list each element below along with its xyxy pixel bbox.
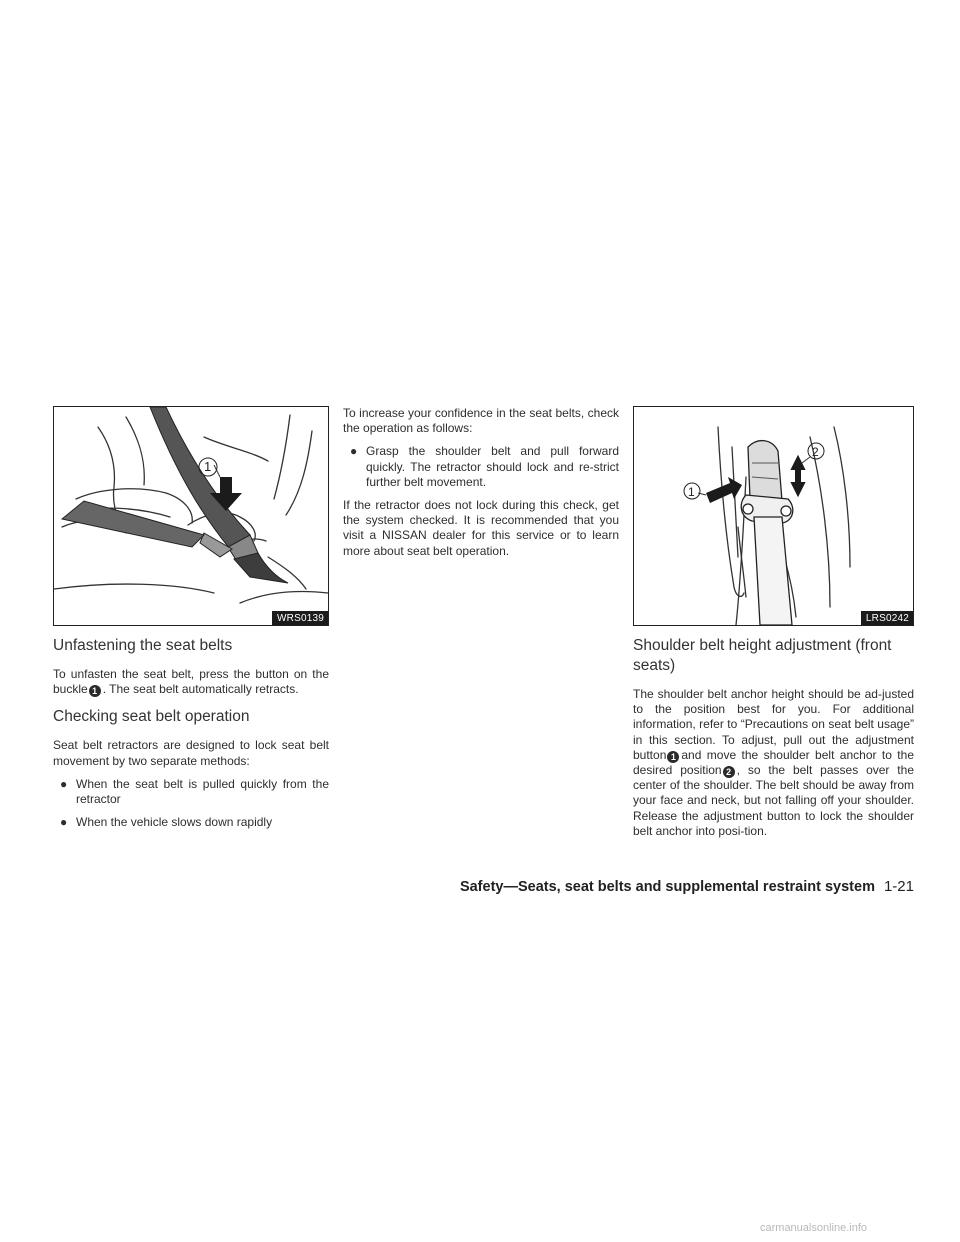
middle-column — [343, 406, 619, 567]
callout-2-label: 2 — [812, 445, 819, 459]
figure-shoulder-belt-adjustment — [633, 406, 914, 626]
seat-belt-buckle-illustration — [54, 407, 328, 625]
heading-shoulder-belt: Shoulder belt height adjustment (front seats) — [633, 637, 892, 674]
list-item: ● Grasp the shoulder belt and pull forward quickly. The retractor should lock and re-strict further belt movement. — [350, 444, 619, 489]
para-checking: Seat belt retractors are designed to lock seat belt movement by two separate methods: — [53, 738, 329, 768]
bullet-icon: ● — [350, 444, 358, 459]
right-column — [633, 406, 914, 847]
figure-code: WRS0139 — [272, 611, 328, 625]
para-unfastening: To unfasten the seat belt, press the button on the buckle 1 . The seat belt automatically retracts. — [53, 667, 329, 697]
bullet-list — [53, 777, 329, 831]
callout-1-icon: 1 — [89, 685, 101, 697]
list-item: ● When the vehicle slows down rapidly — [60, 815, 273, 830]
para-retractor-check: If the retractor does not lock during this check, get the system checked. It is recommended that you visit a NISSAN dealer for this service or to learn more about seat belt operation. — [343, 498, 619, 558]
left-column — [53, 406, 329, 838]
list-item: ● When the seat belt is pulled quickly from the retractor — [60, 776, 329, 807]
page-footer — [460, 878, 914, 895]
callout-1-label: 1 — [688, 485, 695, 499]
figure-unfastening-seat-belt — [53, 406, 329, 626]
para-confidence: To increase your confidence in the seat belts, check the operation as follows: — [343, 406, 619, 436]
callout-1-icon: 1 — [667, 751, 679, 763]
bullet-icon: ● — [60, 815, 68, 830]
shoulder-belt-anchor-illustration — [634, 407, 913, 625]
bullet-icon: ● — [60, 776, 68, 791]
heading-unfastening: Unfastening the seat belts — [53, 637, 233, 654]
bullet-list — [343, 444, 619, 490]
callout-2-icon: 2 — [723, 766, 735, 778]
para-shoulder-belt: The shoulder belt anchor height should be ad-justed to the position best for you. For additional information, refer to “Precautions on seat belt usage” in this section. To adjust, pull out the adjustment button 1 and move the shoulder belt anchor to the desired position 2 , so the belt passes over the center of the shoulder. The belt should be away from your face and neck, but not falling off your shoulder. Release the adjustment button to lock the shoulder belt anchor into posi-tion. — [633, 687, 914, 838]
page-number: 1-21 — [883, 878, 914, 895]
section-title: Safety—Seats, seat belts and supplemental restraint system — [459, 879, 875, 895]
heading-checking: Checking seat belt operation — [53, 708, 250, 726]
figure-code: LRS0242 — [861, 611, 913, 625]
watermark: carmanualsonline.info — [760, 1222, 868, 1234]
callout-1-label: 1 — [204, 459, 212, 474]
